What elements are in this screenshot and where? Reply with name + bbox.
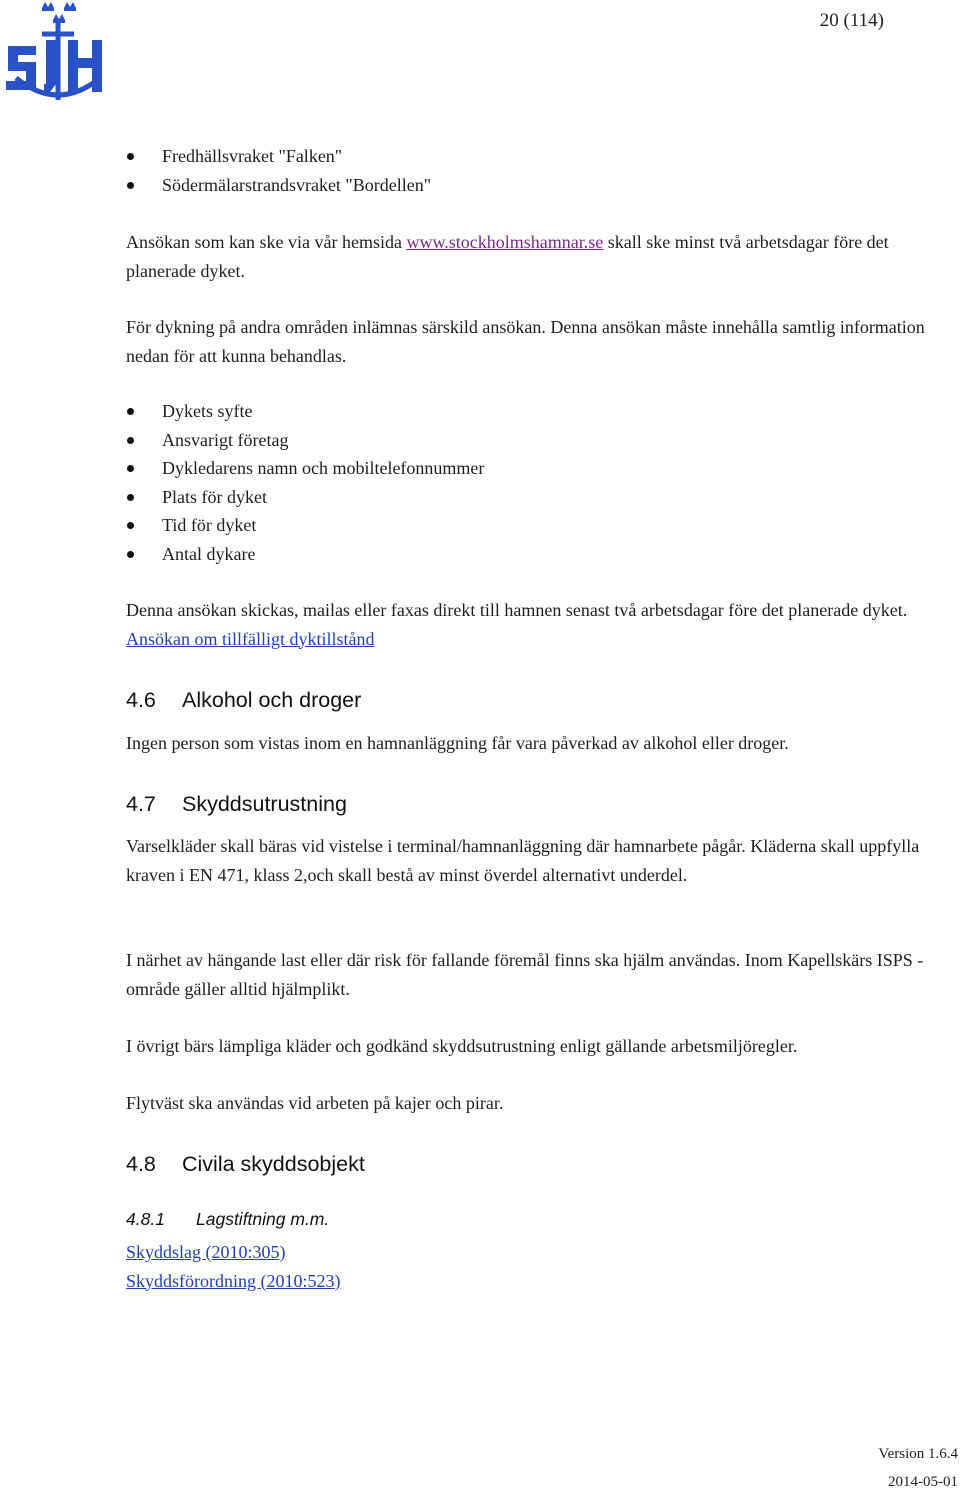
safety-paragraph-1: Varselkläder skall bäras vid vistelse i terminal/hamnanläggning där hamnarbete pågår. Kläderna skall uppfylla kraven i EN 471, klass 2,och skall bestå av minst överdel alternativt underdel. [126,836,920,885]
submission-paragraph: Denna ansökan skickas, mailas eller faxas direkt till hamnen senast två arbetsdagar före det planerade dyket. Ansökan om tillfälligt dyktillstånd [126,600,908,649]
skyddsforordning-link[interactable]: Skyddsförordning (2010:523) [126,1270,341,1291]
skyddslag-link[interactable]: Skyddslag (2010:305) [126,1242,286,1262]
section-heading-4-8: 4.8 Civila skyddsobjekt [126,1152,365,1176]
wreck-list [126,142,431,199]
list-item: Dykets syfte [126,397,484,426]
list-item: Fredhällsvraket "Falken" [126,142,431,171]
date-label: 2014-05-01 [888,1474,958,1490]
safety-paragraph-4: Flytväst ska användas vid arbeten på kajer och pirar. [126,1093,504,1113]
section-heading-4-6: 4.6 Alkohol och droger [126,688,362,712]
dive-permit-link[interactable]: Ansökan om tillfälligt dyktillstånd [126,628,375,649]
website-link[interactable]: www.stockholmshamnar.se [406,232,604,252]
required-info-list [126,397,484,568]
page-number: 20 (114) [819,10,884,31]
application-paragraph: Ansökan som kan ske via vår hemsida www.stockholmshamnar.se skall ske minst två arbetsdagar före det planerade dyket. [126,232,889,281]
list-item: Tid för dyket [126,511,484,540]
section-heading-4-7: 4.7 Skyddsutrustning [126,792,347,816]
list-item: Antal dykare [126,540,484,569]
list-item: Plats för dyket [126,483,484,512]
version-label: Version 1.6.4 [878,1446,958,1462]
law-links [126,1238,926,1295]
safety-paragraph-2: I närhet av hängande last eller där risk för fallande föremål finns ska hjälm användas. Inom Kapellskärs ISPS - område gäller alltid hjälmplikt. [126,950,924,999]
list-item: Ansvarigt företag [126,426,484,455]
alcohol-paragraph: Ingen person som vistas inom en hamnanläggning får vara påverkad av alkohol eller droger. [126,733,789,753]
subsection-heading-4-8-1: 4.8.1 Lagstiftning m.m. [126,1209,330,1229]
logo [2,0,114,112]
other-areas-paragraph: För dykning på andra områden inlämnas särskild ansökan. Denna ansökan måste innehålla samtlig information nedan för att kunna behandlas. [126,317,925,366]
crowns-icon [42,2,76,23]
list-item: Dykledarens namn och mobiltelefonnummer [126,454,484,483]
safety-paragraph-3: I övrigt bärs lämpliga kläder och godkänd skyddsutrustning enligt gällande arbetsmiljöregler. [126,1036,798,1056]
list-item: Södermälarstrandsvraket "Bordellen" [126,171,431,200]
